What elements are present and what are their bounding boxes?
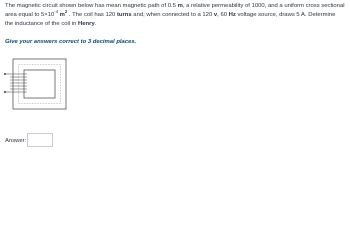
answer-input[interactable]	[27, 133, 53, 147]
question-text-part: voltage source, draws 5 A. Determine the inductance of the coil in	[5, 12, 336, 27]
area-unit: m	[59, 12, 65, 18]
henry-unit: Henry	[78, 21, 95, 27]
volt-unit: v	[213, 12, 218, 18]
area-unit-exponent: 2	[64, 9, 68, 15]
core-outer	[13, 59, 66, 109]
question-text-part: . The coil has 120	[67, 12, 117, 18]
turns-unit: turns	[116, 12, 132, 18]
frequency-unit: Hz	[228, 12, 236, 18]
coil-leads	[4, 73, 10, 92]
question-text-part: , 60	[217, 12, 229, 18]
question-text-part: The magnetic circuit shown below has mean magnetic path of 0.5	[5, 3, 178, 9]
path-unit: m	[177, 3, 183, 9]
magnetic-circuit-diagram	[4, 56, 68, 112]
core-window	[24, 70, 55, 98]
answer-label: Answer:	[5, 138, 27, 144]
question-text-part: and, when connected to a 120	[131, 12, 214, 18]
area-exponent: -4	[54, 9, 59, 15]
instruction-text: Give your answers correct to 3 decimal places.	[5, 39, 137, 45]
question-text	[5, 2, 345, 29]
question-text-part: , a relative permeability of 1000, and a uniform cross sectional area equal to 5×10	[5, 3, 345, 18]
question-text-part: .	[94, 21, 97, 27]
